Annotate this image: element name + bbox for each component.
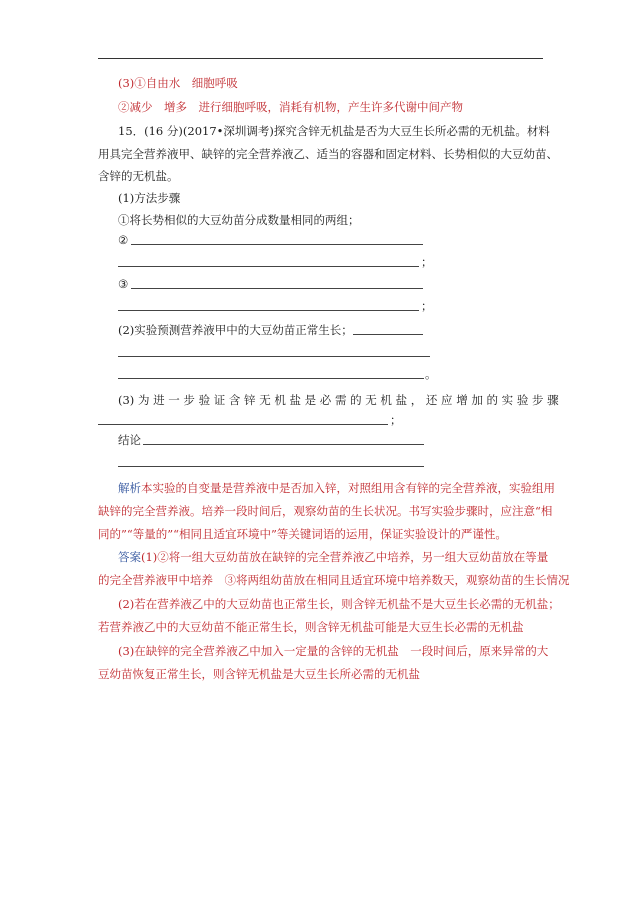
prev-answer-line-1: (3)①自由水 细胞呼吸: [118, 76, 238, 90]
step-2-label: ②: [118, 233, 129, 247]
answer-line-5: (3)在缺锌的完全营养液乙中加入一定量的含锌的无机盐 一段时间后，原来异常的大: [118, 644, 549, 658]
part-2-period: 。: [425, 367, 437, 381]
answer-line-4: 若营养液乙中的大豆幼苗不能正常生长，则含锌无机盐可能是大豆生长必需的无机盐: [98, 620, 524, 634]
conclusion-label: 结论: [118, 433, 141, 447]
answer-line-2: 的完全营养液甲中培养 ③将两组幼苗放在相同且适宜环境中培养数天，观察幼苗的生长情况: [98, 573, 570, 587]
step-3-blank-1[interactable]: [131, 288, 423, 289]
part-2-blank-1[interactable]: [353, 334, 423, 335]
part-2-blank-2[interactable]: [118, 356, 430, 357]
conclusion-blank-2[interactable]: [118, 466, 424, 467]
conclusion-blank-1[interactable]: [143, 444, 424, 445]
method-title: (1)方法步骤: [118, 191, 181, 205]
prev-answer-line-2: ②减少 增多 进行细胞呼吸，消耗有机物，产生许多代谢中间产物: [118, 100, 463, 114]
step-2-blank-1[interactable]: [131, 244, 423, 245]
step-2-blank-2[interactable]: [118, 266, 419, 267]
answer-label: 答案: [118, 550, 141, 564]
step-2-semicolon: ；: [421, 255, 433, 269]
step-3-label: ③: [118, 277, 129, 291]
part-2-blank-3[interactable]: [118, 378, 424, 379]
part-3-blank[interactable]: [98, 424, 388, 425]
part-3-prompt: (3) 为 进 一 步 验 证 含 锌 无 机 盐 是 必 需 的 无 机 盐 ， 还 应 增 加 的 实 验 步 骤: [118, 393, 559, 407]
answer-line-6: 豆幼苗恢复正常生长，则含锌无机盐是大豆生长所必需的无机盐: [98, 667, 420, 681]
part-2-prompt: (2)实验预测营养液甲中的大豆幼苗正常生长；: [118, 323, 353, 337]
analysis-line-1: 解析本实验的自变量是营养液中是否加入锌，对照组用含有锌的完全营养液，实验组用: [118, 481, 555, 495]
analysis-line-2: 缺锌的完全营养液。培养一段时间后，观察幼苗的生长状况。书写实验步骤时，应注意“相: [98, 504, 553, 518]
question-stem-line-3: 含锌的无机盐。: [98, 169, 179, 183]
analysis-label: 解析: [118, 481, 141, 495]
header-rule: [98, 58, 543, 59]
answer-line-1: 答案(1)②将一组大豆幼苗放在缺锌的完全营养液乙中培养，另一组大豆幼苗放在等量: [118, 550, 549, 564]
question-stem-line-1: 15．(16 分)(2017•深圳调考)探究含锌无机盐是否为大豆生长所必需的无机盐。材料: [118, 124, 550, 138]
analysis-line-3: 同的”“等量的”“相同且适宜环境中”等关键词语的运用，保证实验设计的严谨性。: [98, 527, 507, 541]
step-1: ①将长势相似的大豆幼苗分成数量相同的两组；: [118, 213, 360, 227]
step-3-blank-2[interactable]: [118, 310, 419, 311]
part-3-semicolon: ；: [390, 413, 402, 427]
question-stem-line-2: 用具完全营养液甲、缺锌的完全营养液乙、适当的容器和固定材料、长势相似的大豆幼苗、: [98, 147, 558, 161]
answer-line-3: (2)若在营养液乙中的大豆幼苗也正常生长，则含锌无机盐不是大豆生长必需的无机盐；: [118, 597, 560, 611]
step-3-semicolon: ；: [421, 299, 433, 313]
